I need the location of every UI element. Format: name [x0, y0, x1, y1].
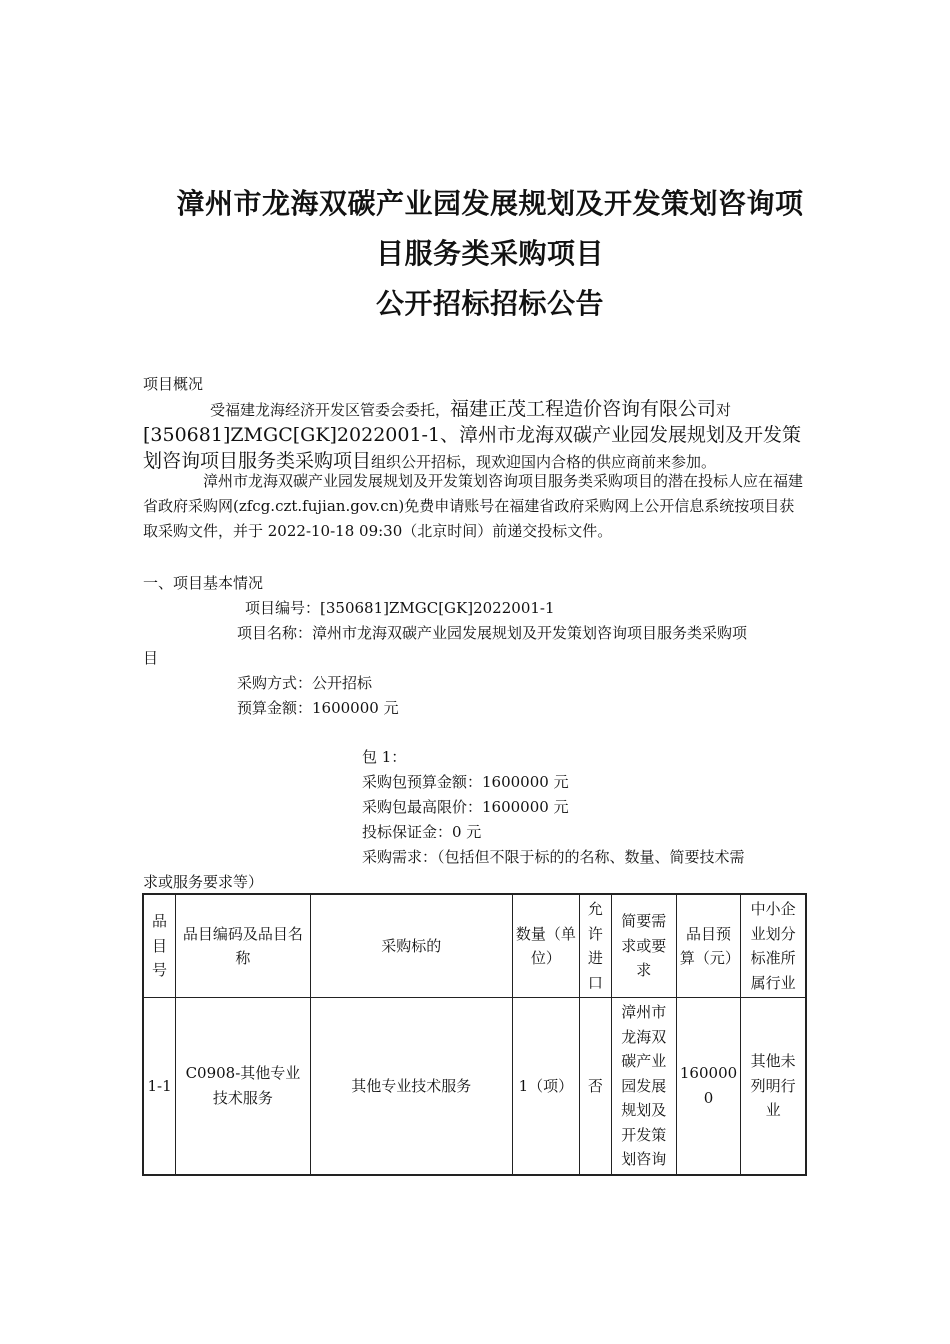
- overview-p1-mid: 对: [716, 401, 732, 419]
- col-header-import-allowed: 允许进口: [580, 894, 612, 998]
- basic-info-heading: 一、项目基本情况: [143, 574, 264, 592]
- overview-paragraph-1: [143, 397, 808, 475]
- cell-quantity: 1（项）: [512, 998, 579, 1175]
- bid-deposit: 投标保证金：0 元: [362, 823, 482, 841]
- cell-item-budget: 1600000: [676, 998, 740, 1175]
- col-header-item-code: 品目编码及品目名称: [176, 894, 311, 998]
- cell-import-allowed: 否: [580, 998, 612, 1175]
- project-name-line-2: 目: [143, 649, 159, 667]
- col-header-quantity: 数量（单位）: [512, 894, 579, 998]
- package-label: 包 1：: [362, 748, 407, 766]
- document-title-line-1: 漳州市龙海双碳产业园发展规划及开发策划咨询项: [176, 187, 804, 220]
- cell-subject: 其他专业技术服务: [310, 998, 512, 1175]
- col-header-industry: 中小企业划分标准所属行业: [741, 894, 806, 998]
- table-header-row: [143, 894, 806, 998]
- cell-requirements: 漳州市龙海双碳产业园发展规划及开发策划咨询: [611, 998, 676, 1175]
- col-header-item-budget: 品目预算（元）: [676, 894, 740, 998]
- col-header-item-no: 品目号: [143, 894, 176, 998]
- requirements-line-1: 采购需求：（包括但不限于标的的名称、数量、简要技术需: [362, 848, 745, 866]
- procurement-method: 采购方式：公开招标: [237, 674, 373, 692]
- document-title-line-3: 公开招标招标公告: [375, 287, 604, 320]
- document-title-line-2: 目服务类采购项目: [375, 237, 604, 270]
- requirements-line-2: 求或服务要求等）: [143, 873, 264, 891]
- col-header-requirements: 简要需求或要求: [611, 894, 676, 998]
- overview-heading: 项目概况: [143, 375, 204, 393]
- procurement-items-table: [142, 893, 807, 1176]
- cell-item-code: C0908-其他专业技术服务: [176, 998, 311, 1175]
- table-row: [143, 998, 806, 1175]
- budget-amount: 预算金额：1600000 元: [237, 699, 399, 717]
- overview-p1-end: 组织公开招标，现欢迎国内合格的供应商前来参加。: [371, 453, 717, 471]
- overview-paragraph-2: 漳州市龙海双碳产业园发展规划及开发策划咨询项目服务类采购项目的潜在投标人应在福建省政府采购网(zfcg.czt.fujian.gov.cn)免费申请账号在福建省政府采购网上公开信息系统按项目获取采购文件，并于 2022-10-18 09:30（北京时间）前递交投标文件。: [143, 472, 804, 540]
- package-max-price: 采购包最高限价：1600000 元: [362, 798, 569, 816]
- cell-industry: 其他未列明行业: [741, 998, 806, 1175]
- package-budget: 采购包预算金额：1600000 元: [362, 773, 569, 791]
- project-number: 项目编号：[350681]ZMGC[GK]2022001-1: [245, 599, 555, 617]
- overview-p1-start: 受福建龙海经济开发区管委会委托，: [210, 401, 451, 419]
- project-reference: [350681]ZMGC[GK]2022001-1、漳州市龙海双碳产业园发展规划及开发策划咨询项目服务类采购项目: [143, 424, 802, 472]
- col-header-subject: 采购标的: [310, 894, 512, 998]
- agency-name: 福建正茂工程造价咨询有限公司: [450, 398, 717, 420]
- cell-item-no: 1-1: [143, 998, 176, 1175]
- project-name-line-1: 项目名称：漳州市龙海双碳产业园发展规划及开发策划咨询项目服务类采购项: [237, 624, 748, 642]
